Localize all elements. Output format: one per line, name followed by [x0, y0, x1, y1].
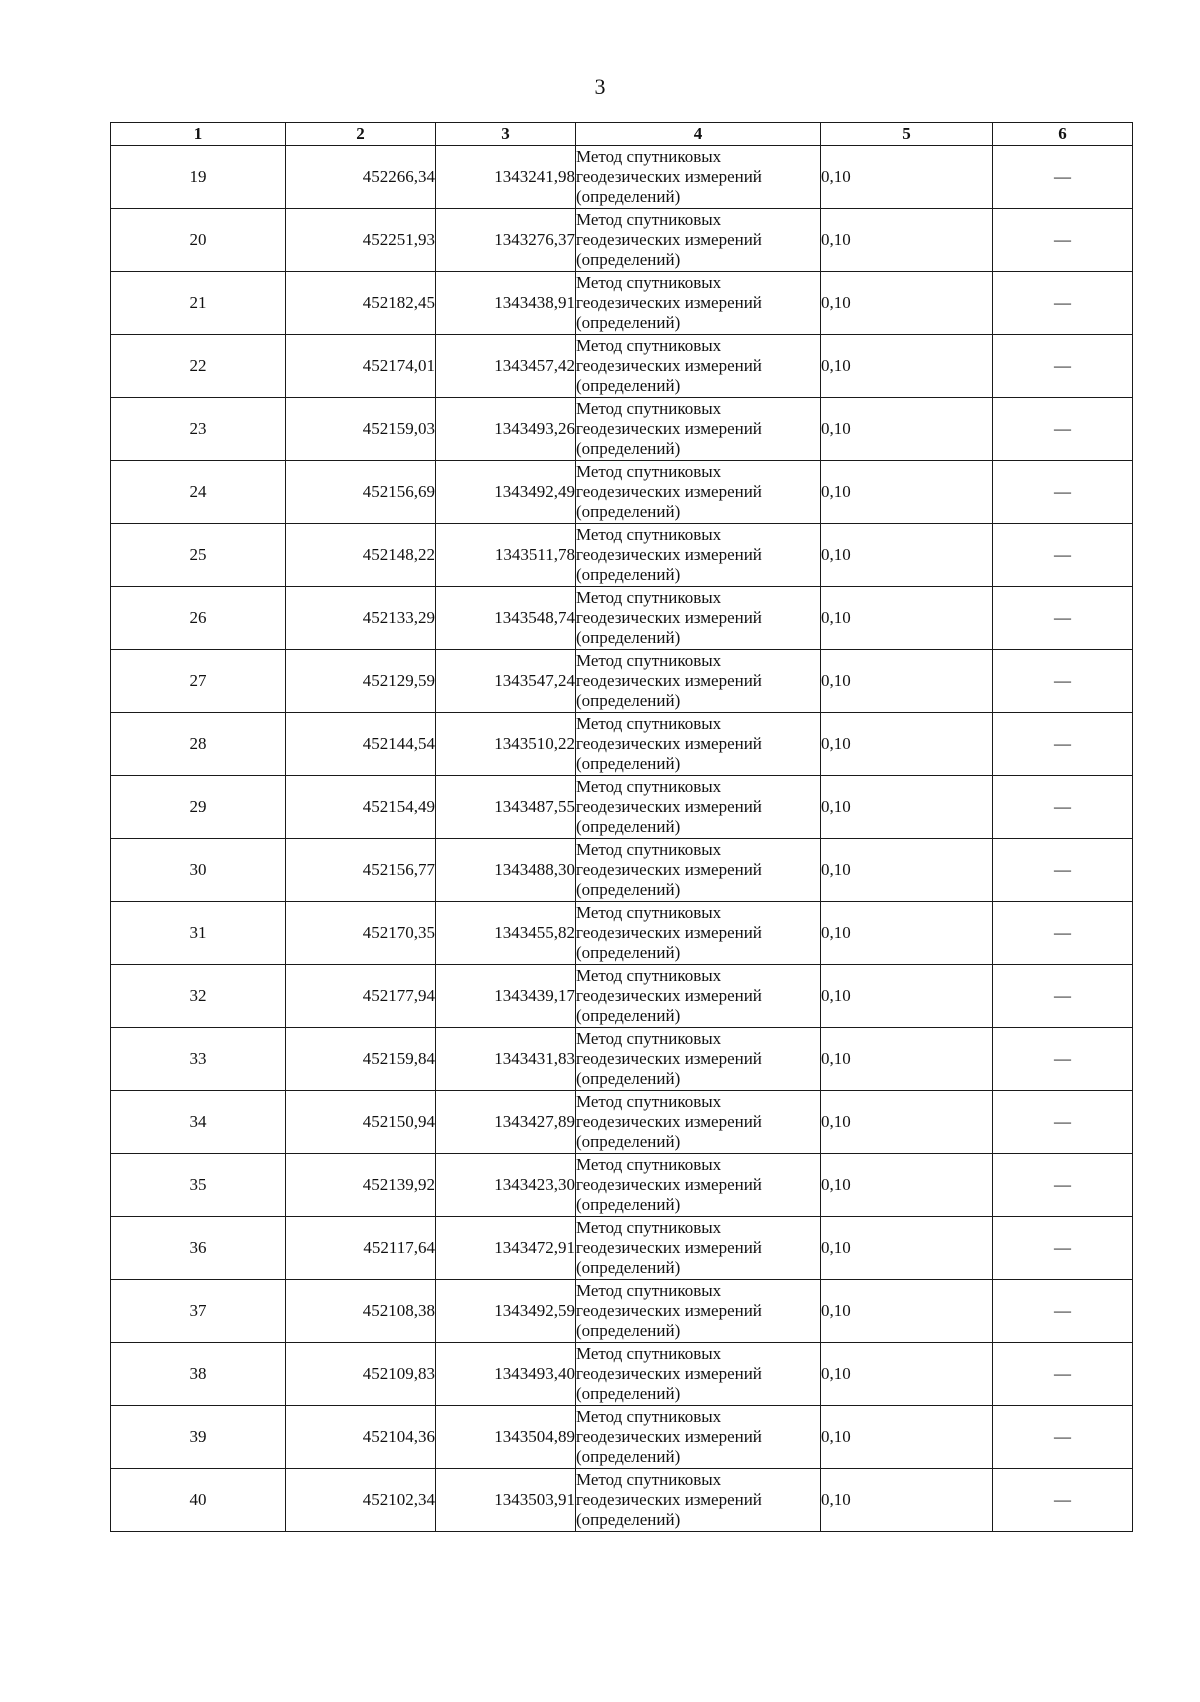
method-cell [576, 1343, 821, 1406]
method-line: геодезических измерений [576, 1490, 762, 1509]
method-line: Метод спутниковых [576, 525, 722, 544]
table-body [111, 146, 1133, 1532]
note-cell: — [993, 1154, 1133, 1217]
accuracy-cell: 0,10 [821, 398, 993, 461]
table-row [111, 461, 1133, 524]
y-coordinate-cell: 1343487,55 [436, 776, 576, 839]
method-cell [576, 650, 821, 713]
method-line: геодезических измерений [576, 1301, 762, 1320]
y-coordinate-cell: 1343431,83 [436, 1028, 576, 1091]
method-line: Метод спутниковых [576, 462, 722, 481]
x-coordinate-cell: 452129,59 [286, 650, 436, 713]
point-number-cell: 27 [111, 650, 286, 713]
accuracy-cell: 0,10 [821, 587, 993, 650]
x-coordinate-cell: 452156,69 [286, 461, 436, 524]
method-line: геодезических измерений [576, 734, 762, 753]
accuracy-cell: 0,10 [821, 335, 993, 398]
accuracy-cell: 0,10 [821, 1406, 993, 1469]
y-coordinate-cell: 1343276,37 [436, 209, 576, 272]
table-row [111, 1091, 1133, 1154]
method-cell [576, 335, 821, 398]
method-line: (определений) [576, 1384, 681, 1403]
method-cell [576, 461, 821, 524]
method-line: (определений) [576, 1006, 681, 1025]
table-row [111, 650, 1133, 713]
page-number: 3 [594, 74, 606, 99]
x-coordinate-cell: 452182,45 [286, 272, 436, 335]
accuracy-cell: 0,10 [821, 1091, 993, 1154]
accuracy-cell: 0,10 [821, 650, 993, 713]
column-header: 4 [576, 123, 821, 146]
method-line: Метод спутниковых [576, 1092, 722, 1111]
method-cell [576, 272, 821, 335]
method-line: геодезических измерений [576, 797, 762, 816]
method-cell [576, 398, 821, 461]
method-line: Метод спутниковых [576, 273, 722, 292]
point-number-cell: 40 [111, 1469, 286, 1532]
accuracy-cell: 0,10 [821, 776, 993, 839]
x-coordinate-cell: 452104,36 [286, 1406, 436, 1469]
table-row [111, 713, 1133, 776]
method-line: (определений) [576, 880, 681, 899]
method-line: геодезических измерений [576, 671, 762, 690]
accuracy-cell: 0,10 [821, 839, 993, 902]
method-line: Метод спутниковых [576, 966, 722, 985]
y-coordinate-cell: 1343427,89 [436, 1091, 576, 1154]
table-row [111, 1280, 1133, 1343]
y-coordinate-cell: 1343503,91 [436, 1469, 576, 1532]
point-number-cell: 30 [111, 839, 286, 902]
method-line: Метод спутниковых [576, 1155, 722, 1174]
method-cell [576, 524, 821, 587]
method-line: геодезических измерений [576, 923, 762, 942]
point-number-cell: 32 [111, 965, 286, 1028]
x-coordinate-cell: 452148,22 [286, 524, 436, 587]
note-cell: — [993, 1091, 1133, 1154]
y-coordinate-cell: 1343439,17 [436, 965, 576, 1028]
accuracy-cell: 0,10 [821, 965, 993, 1028]
method-line: геодезических измерений [576, 1364, 762, 1383]
table-row [111, 1217, 1133, 1280]
column-header: 2 [286, 123, 436, 146]
point-number-cell: 23 [111, 398, 286, 461]
header-row [111, 123, 1133, 146]
method-line: (определений) [576, 313, 681, 332]
note-cell: — [993, 650, 1133, 713]
note-cell: — [993, 965, 1133, 1028]
point-number-cell: 22 [111, 335, 286, 398]
method-line: Метод спутниковых [576, 588, 722, 607]
accuracy-cell: 0,10 [821, 272, 993, 335]
method-line: (определений) [576, 754, 681, 773]
method-line: (определений) [576, 1258, 681, 1277]
accuracy-cell: 0,10 [821, 713, 993, 776]
method-line: Метод спутниковых [576, 651, 722, 670]
accuracy-cell: 0,10 [821, 524, 993, 587]
note-cell: — [993, 209, 1133, 272]
x-coordinate-cell: 452108,38 [286, 1280, 436, 1343]
method-cell [576, 776, 821, 839]
note-cell: — [993, 461, 1133, 524]
method-line: геодезических измерений [576, 1112, 762, 1131]
table-row [111, 1154, 1133, 1217]
y-coordinate-cell: 1343511,78 [436, 524, 576, 587]
accuracy-cell: 0,10 [821, 461, 993, 524]
point-number-cell: 20 [111, 209, 286, 272]
x-coordinate-cell: 452109,83 [286, 1343, 436, 1406]
method-cell [576, 587, 821, 650]
table-row [111, 776, 1133, 839]
x-coordinate-cell: 452154,49 [286, 776, 436, 839]
y-coordinate-cell: 1343548,74 [436, 587, 576, 650]
y-coordinate-cell: 1343492,59 [436, 1280, 576, 1343]
point-number-cell: 31 [111, 902, 286, 965]
method-line: (определений) [576, 376, 681, 395]
point-number-cell: 21 [111, 272, 286, 335]
method-line: геодезических измерений [576, 293, 762, 312]
table-row [111, 524, 1133, 587]
method-line: (определений) [576, 502, 681, 521]
point-number-cell: 38 [111, 1343, 286, 1406]
note-cell: — [993, 1343, 1133, 1406]
y-coordinate-cell: 1343438,91 [436, 272, 576, 335]
point-number-cell: 36 [111, 1217, 286, 1280]
method-cell [576, 1154, 821, 1217]
method-line: геодезических измерений [576, 1427, 762, 1446]
method-line: геодезических измерений [576, 419, 762, 438]
note-cell: — [993, 902, 1133, 965]
method-cell [576, 1028, 821, 1091]
x-coordinate-cell: 452177,94 [286, 965, 436, 1028]
y-coordinate-cell: 1343455,82 [436, 902, 576, 965]
y-coordinate-cell: 1343488,30 [436, 839, 576, 902]
accuracy-cell: 0,10 [821, 1469, 993, 1532]
method-line: Метод спутниковых [576, 1281, 722, 1300]
method-line: (определений) [576, 187, 681, 206]
method-line: геодезических измерений [576, 986, 762, 1005]
method-line: (определений) [576, 565, 681, 584]
method-line: геодезических измерений [576, 167, 762, 186]
note-cell: — [993, 839, 1133, 902]
point-number-cell: 39 [111, 1406, 286, 1469]
method-line: Метод спутниковых [576, 903, 722, 922]
x-coordinate-cell: 452159,03 [286, 398, 436, 461]
x-coordinate-cell: 452170,35 [286, 902, 436, 965]
note-cell: — [993, 524, 1133, 587]
method-line: геодезических измерений [576, 1049, 762, 1068]
method-line: Метод спутниковых [576, 1218, 722, 1237]
table-row [111, 1469, 1133, 1532]
y-coordinate-cell: 1343457,42 [436, 335, 576, 398]
y-coordinate-cell: 1343493,26 [436, 398, 576, 461]
method-cell [576, 1406, 821, 1469]
method-line: геодезических измерений [576, 356, 762, 375]
method-line: Метод спутниковых [576, 1029, 722, 1048]
table-row [111, 1343, 1133, 1406]
method-line: Метод спутниковых [576, 210, 722, 229]
method-line: (определений) [576, 250, 681, 269]
x-coordinate-cell: 452139,92 [286, 1154, 436, 1217]
method-line: геодезических измерений [576, 860, 762, 879]
x-coordinate-cell: 452117,64 [286, 1217, 436, 1280]
note-cell: — [993, 1028, 1133, 1091]
x-coordinate-cell: 452102,34 [286, 1469, 436, 1532]
point-number-cell: 33 [111, 1028, 286, 1091]
column-header: 5 [821, 123, 993, 146]
column-header: 6 [993, 123, 1133, 146]
method-line: (определений) [576, 1132, 681, 1151]
table-row [111, 398, 1133, 461]
note-cell: — [993, 146, 1133, 209]
table-row [111, 272, 1133, 335]
method-line: (определений) [576, 1510, 681, 1529]
method-line: геодезических измерений [576, 230, 762, 249]
y-coordinate-cell: 1343423,30 [436, 1154, 576, 1217]
x-coordinate-cell: 452174,01 [286, 335, 436, 398]
method-line: (определений) [576, 943, 681, 962]
method-cell [576, 1280, 821, 1343]
method-line: геодезических измерений [576, 545, 762, 564]
method-line: геодезических измерений [576, 482, 762, 501]
accuracy-cell: 0,10 [821, 1280, 993, 1343]
method-line: (определений) [576, 817, 681, 836]
point-number-cell: 25 [111, 524, 286, 587]
point-number-cell: 19 [111, 146, 286, 209]
method-line: Метод спутниковых [576, 399, 722, 418]
accuracy-cell: 0,10 [821, 1028, 993, 1091]
note-cell: — [993, 776, 1133, 839]
point-number-cell: 24 [111, 461, 286, 524]
method-line: геодезических измерений [576, 1238, 762, 1257]
y-coordinate-cell: 1343547,24 [436, 650, 576, 713]
note-cell: — [993, 272, 1133, 335]
method-cell [576, 1469, 821, 1532]
table-row [111, 146, 1133, 209]
column-header: 3 [436, 123, 576, 146]
method-line: (определений) [576, 1069, 681, 1088]
column-header: 1 [111, 123, 286, 146]
method-line: Метод спутниковых [576, 1407, 722, 1426]
accuracy-cell: 0,10 [821, 1343, 993, 1406]
y-coordinate-cell: 1343510,22 [436, 713, 576, 776]
method-line: (определений) [576, 628, 681, 647]
table-row [111, 335, 1133, 398]
point-number-cell: 29 [111, 776, 286, 839]
method-line: Метод спутниковых [576, 777, 722, 796]
table-row [111, 209, 1133, 272]
method-line: Метод спутниковых [576, 147, 722, 166]
method-cell [576, 1091, 821, 1154]
coordinates-table [110, 122, 1133, 1532]
accuracy-cell: 0,10 [821, 146, 993, 209]
x-coordinate-cell: 452133,29 [286, 587, 436, 650]
x-coordinate-cell: 452144,54 [286, 713, 436, 776]
note-cell: — [993, 335, 1133, 398]
x-coordinate-cell: 452156,77 [286, 839, 436, 902]
method-line: Метод спутниковых [576, 1470, 722, 1489]
x-coordinate-cell: 452150,94 [286, 1091, 436, 1154]
point-number-cell: 34 [111, 1091, 286, 1154]
point-number-cell: 37 [111, 1280, 286, 1343]
note-cell: — [993, 1469, 1133, 1532]
accuracy-cell: 0,10 [821, 209, 993, 272]
method-cell [576, 902, 821, 965]
method-line: (определений) [576, 1447, 681, 1466]
note-cell: — [993, 398, 1133, 461]
table-row [111, 587, 1133, 650]
method-line: Метод спутниковых [576, 1344, 722, 1363]
point-number-cell: 28 [111, 713, 286, 776]
accuracy-cell: 0,10 [821, 1154, 993, 1217]
note-cell: — [993, 587, 1133, 650]
method-line: геодезических измерений [576, 608, 762, 627]
y-coordinate-cell: 1343492,49 [436, 461, 576, 524]
note-cell: — [993, 1280, 1133, 1343]
method-line: (определений) [576, 1321, 681, 1340]
y-coordinate-cell: 1343241,98 [436, 146, 576, 209]
x-coordinate-cell: 452251,93 [286, 209, 436, 272]
method-cell [576, 146, 821, 209]
accuracy-cell: 0,10 [821, 902, 993, 965]
x-coordinate-cell: 452159,84 [286, 1028, 436, 1091]
note-cell: — [993, 1217, 1133, 1280]
method-cell [576, 713, 821, 776]
method-line: (определений) [576, 691, 681, 710]
method-cell [576, 209, 821, 272]
table-row [111, 965, 1133, 1028]
note-cell: — [993, 713, 1133, 776]
method-line: Метод спутниковых [576, 714, 722, 733]
method-cell [576, 839, 821, 902]
method-line: (определений) [576, 1195, 681, 1214]
method-cell [576, 1217, 821, 1280]
table-row [111, 902, 1133, 965]
table-row [111, 839, 1133, 902]
table-row [111, 1406, 1133, 1469]
point-number-cell: 26 [111, 587, 286, 650]
method-cell [576, 965, 821, 1028]
method-line: Метод спутниковых [576, 840, 722, 859]
y-coordinate-cell: 1343472,91 [436, 1217, 576, 1280]
y-coordinate-cell: 1343504,89 [436, 1406, 576, 1469]
point-number-cell: 35 [111, 1154, 286, 1217]
table-row [111, 1028, 1133, 1091]
method-line: геодезических измерений [576, 1175, 762, 1194]
y-coordinate-cell: 1343493,40 [436, 1343, 576, 1406]
method-line: Метод спутниковых [576, 336, 722, 355]
accuracy-cell: 0,10 [821, 1217, 993, 1280]
x-coordinate-cell: 452266,34 [286, 146, 436, 209]
method-line: (определений) [576, 439, 681, 458]
note-cell: — [993, 1406, 1133, 1469]
